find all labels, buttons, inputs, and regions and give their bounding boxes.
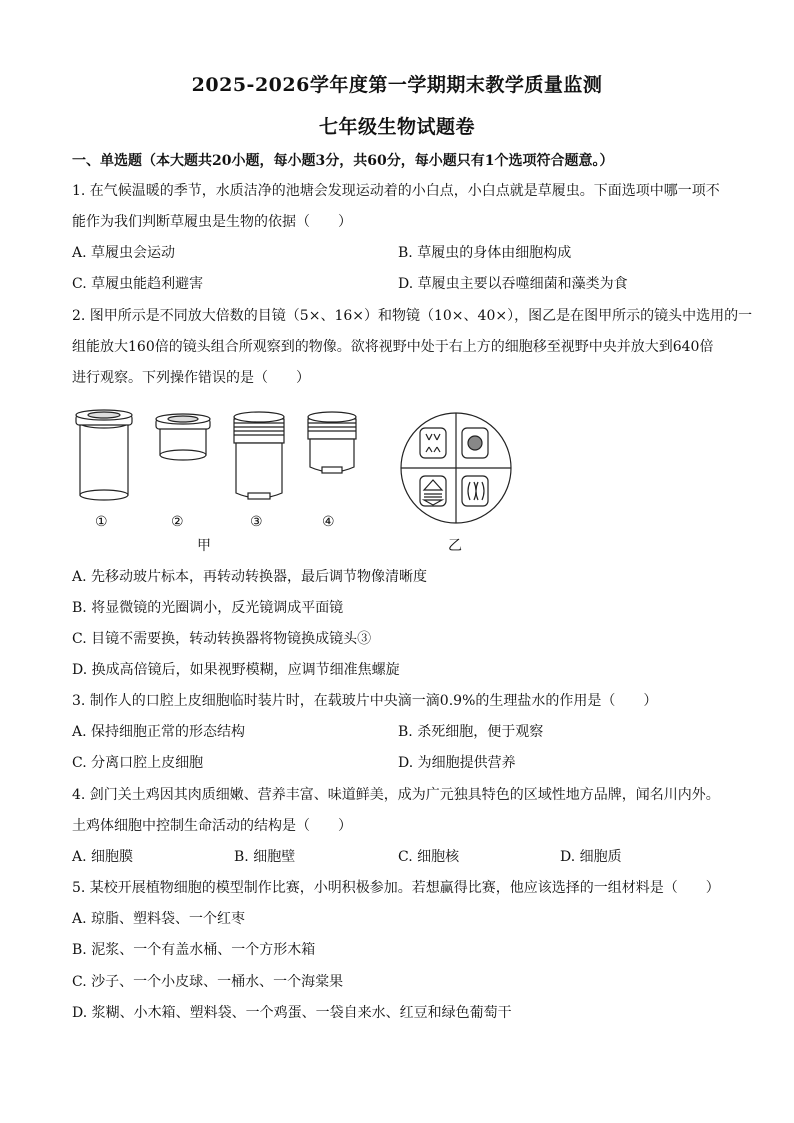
q5-stem: 5. 某校开展植物细胞的模型制作比赛，小明积极参加。若想赢得比赛，他应该选择的一组材料是（ ） (72, 880, 720, 896)
lens-label-2: ② (171, 514, 184, 530)
q2-stem-line3: 进行观察。下列操作错误的是（ ） (72, 370, 310, 386)
q5-option-a: A. 琼脂、塑料袋、一个红枣 (72, 911, 246, 927)
q2-stem-line1: 2. 图甲所示是不同放大倍数的目镜（5×、16×）和物镜（10×、40×），图乙是在图甲所示的镜头中选用的一 (72, 308, 753, 324)
lens-3-icon (234, 412, 284, 499)
page-subtitle: 七年级生物试题卷 (318, 116, 475, 138)
q5-option-d: D. 浆糊、小木箱、塑料袋、一个鸡蛋、一袋自来水、红豆和绿色葡萄干 (72, 1005, 512, 1021)
q5-option-c: C. 沙子、一个小皮球、一桶水、一个海棠果 (72, 974, 344, 990)
q1-option-b: B. 草履虫的身体由细胞构成 (398, 245, 572, 261)
q2-option-c: C. 目镜不需要换，转动转换器将物镜换成镜头③ (72, 631, 372, 647)
lens-label-4: ④ (322, 514, 335, 530)
q4-stem-line2: 土鸡体细胞中控制生命活动的结构是（ ） (72, 818, 352, 834)
lens-label-1: ① (95, 514, 108, 530)
figure-jia-label: 甲 (197, 538, 211, 554)
q3-option-c: C. 分离口腔上皮细胞 (72, 755, 204, 771)
q2-option-d: D. 换成高倍镜后，如果视野模糊，应调节细准焦螺旋 (72, 662, 400, 678)
lens-2-icon (156, 414, 210, 460)
figure-yi-label: 乙 (448, 538, 462, 554)
q2-option-b: B. 将显微镜的光圈调小，反光镜调成平面镜 (72, 600, 344, 616)
q4-option-d: D. 细胞质 (560, 849, 622, 865)
q1-option-a: A. 草履虫会运动 (72, 245, 176, 261)
q2-stem-line2: 组能放大160倍的镜头组合所观察到的物像。欲将视野中处于右上方的细胞移至视野中央并放大到640倍 (72, 339, 714, 355)
figure-jia-lenses (72, 405, 372, 525)
q3-stem: 3. 制作人的口腔上皮细胞临时装片时，在载玻片中央滴一滴0.9%的生理盐水的作用是（ ） (72, 693, 658, 709)
q3-option-d: D. 为细胞提供营养 (398, 755, 516, 771)
section-heading: 一、单选题（本大题共20小题，每小题3分，共60分，每小题只有1个选项符合题意。） (72, 153, 614, 169)
q2-option-a: A. 先移动玻片标本，再转动转换器，最后调节物像清晰度 (72, 569, 428, 585)
q4-option-b: B. 细胞壁 (234, 849, 296, 865)
q4-option-a: A. 细胞膜 (72, 849, 134, 865)
q1-option-d: D. 草履虫主要以吞噬细菌和藻类为食 (398, 276, 628, 292)
q1-stem-line2: 能作为我们判断草履虫是生物的依据（ ） (72, 214, 352, 230)
q3-option-a: A. 保持细胞正常的形态结构 (72, 724, 246, 740)
figure-yi-field-of-view (398, 410, 514, 526)
q5-option-b: B. 泥浆、一个有盖水桶、一个方形木箱 (72, 942, 316, 958)
q4-stem-line1: 4. 剑门关土鸡因其肉质细嫩、营养丰富、味道鲜美，成为广元独具特色的区域性地方品牌，闻名川内外。 (72, 787, 720, 803)
lens-label-3: ③ (250, 514, 263, 530)
q3-option-b: B. 杀死细胞，便于观察 (398, 724, 544, 740)
page-title: 2025-2026学年度第一学期期末教学质量监测 (191, 74, 603, 96)
lens-4-icon (308, 412, 356, 473)
q1-stem-line1: 1. 在气候温暖的季节，水质洁净的池塘会发现运动着的小白点，小白点就是草履虫。下面选项中哪一项不 (72, 183, 720, 199)
q1-option-c: C. 草履虫能趋利避害 (72, 276, 204, 292)
lens-1-icon (76, 410, 132, 500)
q4-option-c: C. 细胞核 (398, 849, 460, 865)
